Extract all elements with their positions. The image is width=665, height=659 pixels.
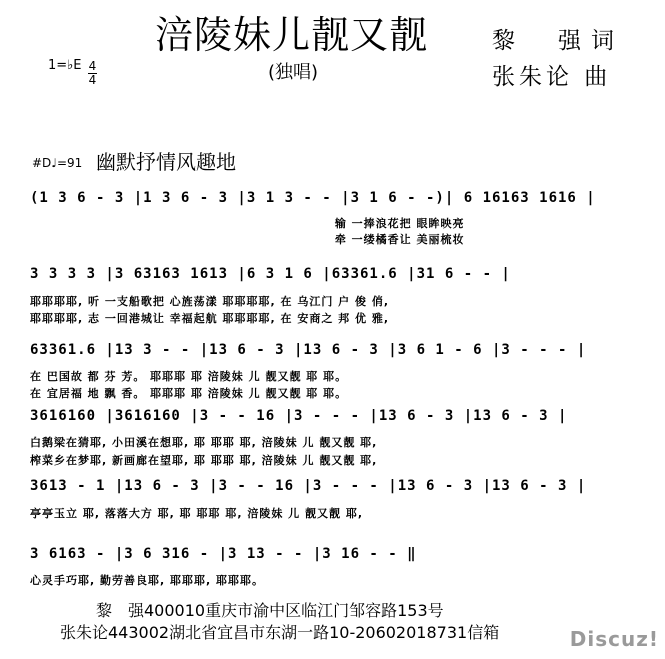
footer-address-1: 黎 强400010重庆市渝中区临江门邹容路153号: [96, 601, 444, 620]
lyricist-credit: 黎 强词: [492, 28, 624, 54]
notation-row-4: 3616160 |3616160 |3 - - 16 |3 - - - |13 6 - 3 |13 6 - 3 |: [30, 408, 568, 424]
notation-row-5: 3613 - 1 |13 6 - 3 |3 - - 16 |3 - - - |13 6 - 3 |13 6 - 3 |: [30, 478, 587, 494]
footer-address-2: 张朱论443002湖北省宜昌市东湖一路10-20602018731信箱: [60, 623, 500, 642]
lyric-row-1-verse-2: 牵 一缕橘香让 美丽梳妆: [30, 233, 465, 246]
composer-credit: 张朱论 曲: [492, 64, 612, 90]
lyric-row-6-verse-1: 心灵手巧耶, 勤劳善良耶, 耶耶耶, 耶耶耶。: [30, 574, 265, 587]
lyric-row-4-verse-2: 榨菜乡在梦耶, 新画廊在望耶, 耶 耶耶 耶, 涪陵妹 儿 靓又靓 耶,: [30, 454, 378, 467]
tempo-marking: #D♩=91: [32, 156, 83, 170]
lyric-row-3-verse-1: 在 巴国故 都 芬 芳。 耶耶耶 耶 涪陵妹 儿 靓又靓 耶 耶。: [30, 370, 348, 383]
lyric-row-4-verse-1: 白鹅梁在猜耶, 小田溪在想耶, 耶 耶耶 耶, 涪陵妹 儿 靓又靓 耶,: [30, 436, 378, 449]
notation-row-6: 3 6163 - |3 6 316 - |3 13 - - |3 16 - - ‖: [30, 546, 417, 562]
watermark-logo: Discuz!: [569, 627, 659, 651]
notation-row-2: 3 3 3 3 |3 63163 1613 |6 3 1 6 |63361.6 |31 6 - - |: [30, 266, 511, 282]
notation-row-1: (1 3 6 - 3 |1 3 6 - 3 |3 1 3 - - |3 1 6 - -)| 6 16163 1616 |: [30, 190, 596, 206]
lyric-row-2-verse-1: 耶耶耶耶, 听 一支船歌把 心旌荡漾 耶耶耶耶, 在 乌江门 户 俊 俏,: [30, 295, 390, 308]
time-sig-top: 4: [88, 59, 97, 73]
expression-marking: 幽默抒情风趣地: [96, 150, 236, 174]
time-signature: [88, 60, 97, 87]
song-title: 涪陵妹儿靓又靓: [155, 13, 429, 57]
time-sig-bottom: 4: [88, 73, 97, 87]
lyric-row-2-verse-2: 耶耶耶耶, 志 一回港城让 幸福起航 耶耶耶耶, 在 安商之 邦 优 雅,: [30, 312, 390, 325]
song-subtitle: (独唱): [268, 62, 319, 83]
key-signature: 1=♭E: [48, 58, 82, 73]
lyric-row-3-verse-2: 在 宜居福 地 飘 香。 耶耶耶 耶 涪陵妹 儿 靓又靓 耶 耶。: [30, 387, 348, 400]
notation-row-3: 63361.6 |13 3 - - |13 6 - 3 |13 6 - 3 |3 6 1 - 6 |3 - - - |: [30, 342, 587, 358]
lyric-row-5-verse-1: 亭亭玉立 耶, 落落大方 耶, 耶 耶耶 耶, 涪陵妹 儿 靓又靓 耶,: [30, 507, 364, 520]
lyric-row-1-verse-1: 输 一捧浪花把 眼眸映亮: [30, 217, 465, 230]
